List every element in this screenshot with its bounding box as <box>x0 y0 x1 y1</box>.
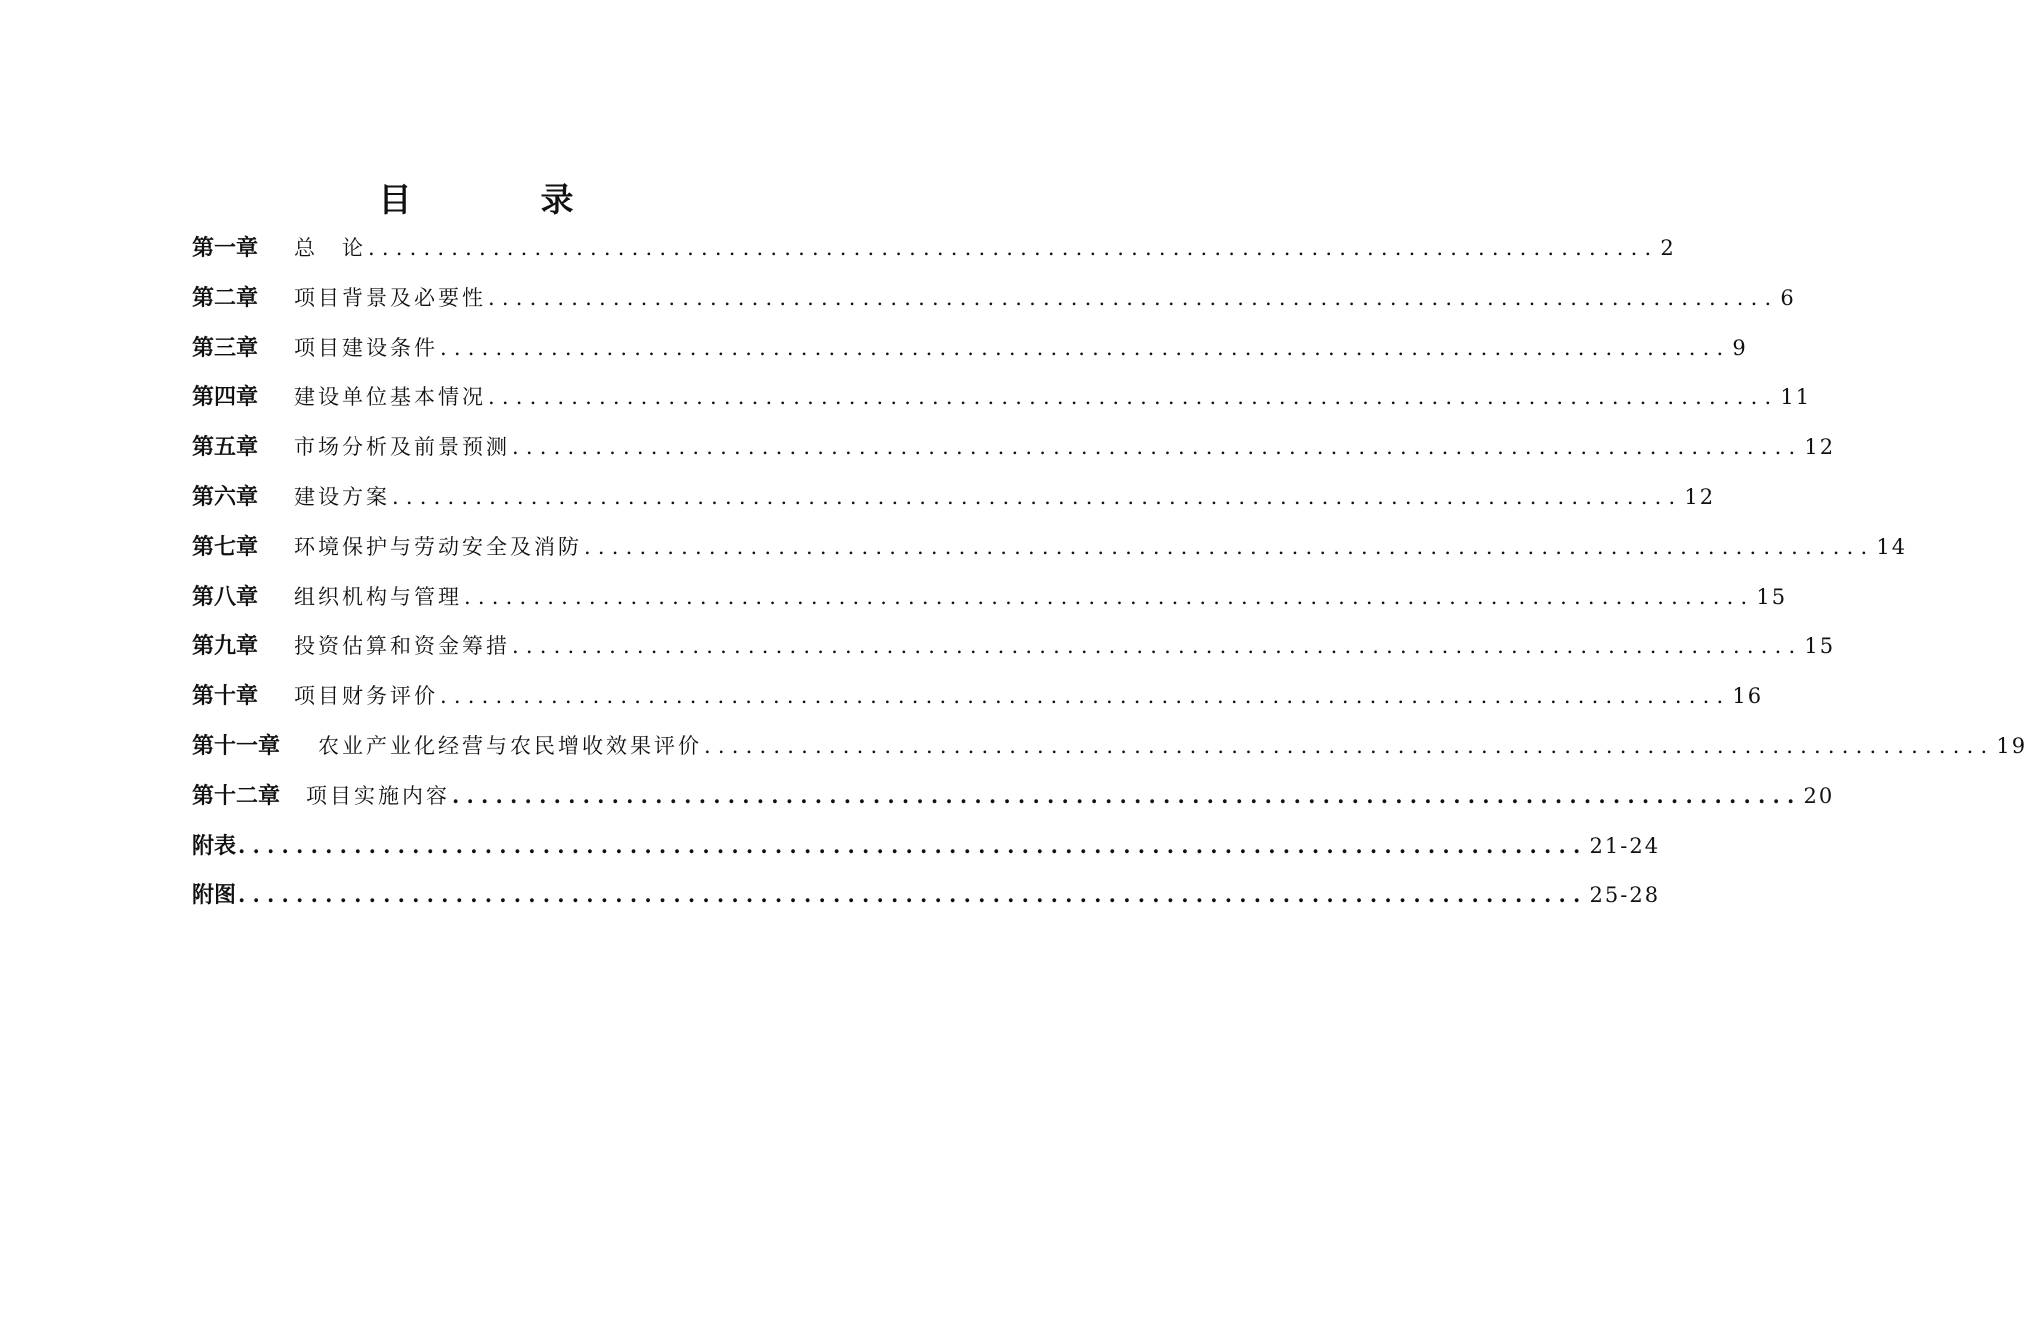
toc-entry-title: 建设单位基本情况 <box>294 385 486 410</box>
toc-page-number: 6 <box>1780 285 1796 310</box>
toc-page-number: 20 <box>1803 783 1835 808</box>
toc-leader-dots: ............................................................................................. <box>392 484 1683 509</box>
toc-row-chapter-8[interactable] <box>192 577 1788 627</box>
toc-page-number: 25-28 <box>1589 883 1661 908</box>
toc-row-chapter-9[interactable] <box>192 626 1836 676</box>
toc-row-chapter-5[interactable] <box>192 427 1836 477</box>
toc-entry-title: 市场分析及前景预测 <box>294 435 510 460</box>
toc-leader-dots: ............................................................................................. <box>464 584 1755 609</box>
toc-chapter-label: 第四章 <box>192 385 259 411</box>
toc-row-appendix-figures[interactable] <box>192 875 1661 925</box>
toc-row-chapter-10[interactable] <box>192 676 1764 726</box>
toc-page-number: 9 <box>1732 335 1748 360</box>
toc-leader-dots: ............................................................................................. <box>584 534 1875 559</box>
toc-leader-dots: ............................................................................................. <box>238 832 1588 858</box>
toc-leader-dots: ............................................................................................. <box>452 782 1802 808</box>
toc-page-number: 15 <box>1804 634 1836 659</box>
toc-chapter-label: 第五章 <box>192 435 259 461</box>
toc-row-chapter-3[interactable] <box>192 328 1748 378</box>
toc-entry-title: 农业产业化经营与农民增收效果评价 <box>318 733 702 758</box>
toc-leader-dots: ............................................................................................. <box>512 435 1803 460</box>
toc-page-number: 12 <box>1684 484 1716 509</box>
toc-row-chapter-7[interactable] <box>192 527 1908 577</box>
toc-entry-title: 项目实施内容 <box>306 783 450 808</box>
toc-entry-title: 组织机构与管理 <box>294 584 462 609</box>
toc-page-number: 19 <box>1996 733 2027 758</box>
toc-leader-dots: ............................................................................................. <box>440 684 1731 709</box>
toc-row-chapter-2[interactable] <box>192 278 1796 328</box>
toc-leader-dots: ............................................................................................. <box>238 882 1588 908</box>
toc-row-chapter-6[interactable] <box>192 477 1716 527</box>
toc-page-number: 11 <box>1780 385 1812 410</box>
toc-leader-dots: ............................................................................................. <box>368 236 1659 260</box>
toc-leader-dots: ............................................................................................. <box>704 733 1995 758</box>
toc-row-chapter-1[interactable] <box>192 228 1676 278</box>
toc-leader-dots: ............................................................................................. <box>440 335 1731 360</box>
toc-page-number: 21-24 <box>1589 833 1661 858</box>
toc-chapter-label: 第十二章 <box>192 783 281 809</box>
toc-chapter-label: 第一章 <box>192 236 259 261</box>
toc-leader-dots: ............................................................................................. <box>488 285 1779 310</box>
toc-entry-title: 建设方案 <box>294 484 390 509</box>
toc-page-number: 12 <box>1804 435 1836 460</box>
toc-row-chapter-11[interactable] <box>192 726 2027 776</box>
toc-leader-dots: ............................................................................................. <box>488 385 1779 410</box>
toc-page-number: 16 <box>1732 684 1764 709</box>
toc-leader-dots: ............................................................................................. <box>512 634 1803 659</box>
toc-chapter-label: 第七章 <box>192 534 259 560</box>
toc-chapter-label: 第十一章 <box>192 733 281 759</box>
toc-entry-title: 投资估算和资金筹措 <box>294 634 510 659</box>
toc-page-number: 15 <box>1756 584 1788 609</box>
page-title: 目 录 <box>378 180 622 219</box>
toc-entry-title: 环境保护与劳动安全及消防 <box>294 534 582 559</box>
toc-row-appendix-tables[interactable] <box>192 826 1661 876</box>
toc-chapter-label: 附表 <box>192 833 237 859</box>
toc-chapter-label: 第八章 <box>192 584 259 610</box>
toc-entry-title: 项目背景及必要性 <box>294 285 486 310</box>
toc-row-chapter-4[interactable] <box>192 377 1812 427</box>
toc-chapter-label: 第十章 <box>192 684 259 710</box>
toc-chapter-label: 附图 <box>192 883 237 909</box>
toc-page-number: 2 <box>1660 236 1676 260</box>
toc-chapter-label: 第九章 <box>192 634 259 660</box>
toc-chapter-label: 第二章 <box>192 285 259 311</box>
toc-entry-title: 项目财务评价 <box>294 684 438 709</box>
toc-entry-title: 项目建设条件 <box>294 335 438 360</box>
table-of-contents <box>192 228 2027 925</box>
toc-page-number: 14 <box>1876 534 1908 559</box>
toc-row-chapter-12[interactable] <box>192 776 1835 826</box>
toc-entry-title: 总 论 <box>294 236 366 260</box>
toc-chapter-label: 第六章 <box>192 484 259 510</box>
toc-chapter-label: 第三章 <box>192 335 259 361</box>
